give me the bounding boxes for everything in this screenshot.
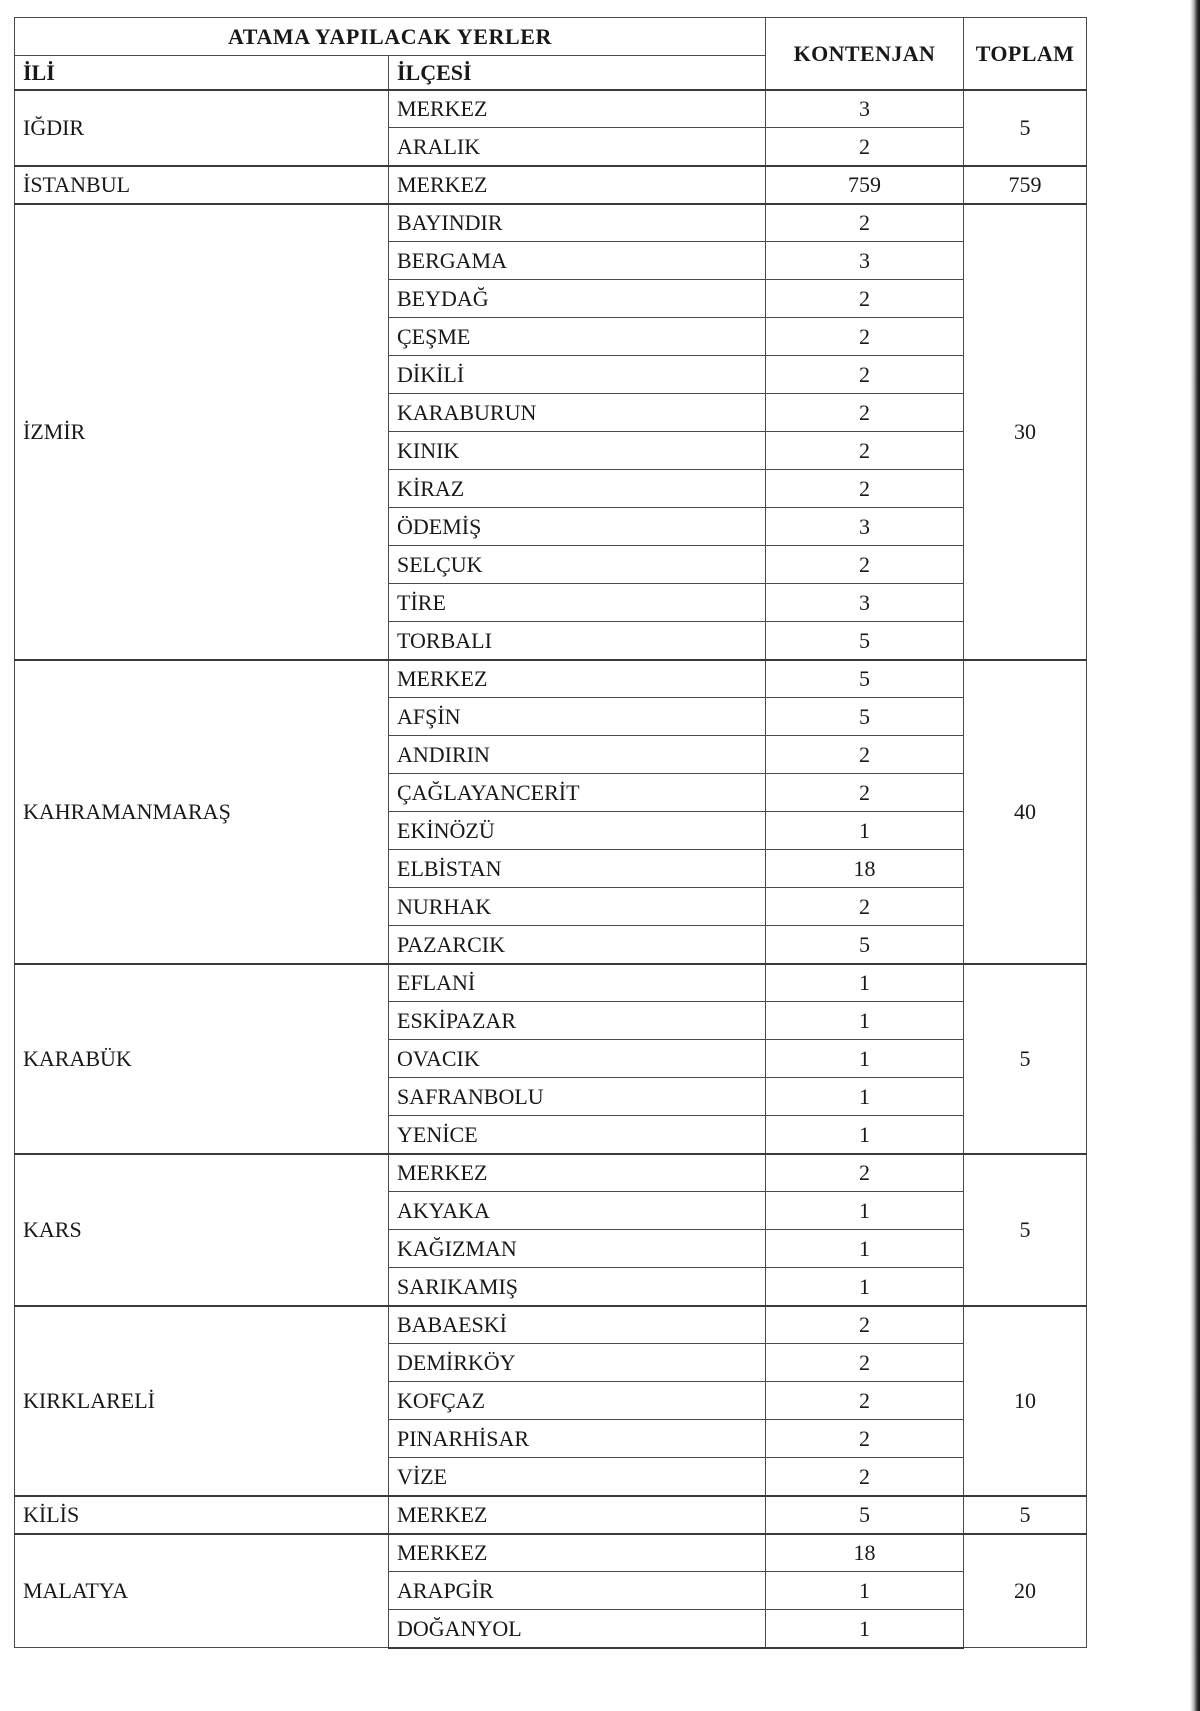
district-name-cell: KARABURUN bbox=[389, 394, 766, 432]
province-name-cell: MALATYA bbox=[15, 1534, 389, 1648]
kontenjan-value-cell: 2 bbox=[766, 1306, 964, 1344]
district-name-cell: BEYDAĞ bbox=[389, 280, 766, 318]
district-name-cell: DEMİRKÖY bbox=[389, 1344, 766, 1382]
district-name-cell: SARIKAMIŞ bbox=[389, 1268, 766, 1306]
kontenjan-value-cell: 2 bbox=[766, 1458, 964, 1496]
kontenjan-value-cell: 2 bbox=[766, 888, 964, 926]
district-name-cell: NURHAK bbox=[389, 888, 766, 926]
kontenjan-value-cell: 2 bbox=[766, 1154, 964, 1192]
header-atama-yapilacak-yerler: ATAMA YAPILACAK YERLER bbox=[15, 18, 766, 56]
kontenjan-value-cell: 2 bbox=[766, 204, 964, 242]
district-name-cell: MERKEZ bbox=[389, 1534, 766, 1572]
table-row bbox=[15, 1306, 1087, 1344]
kontenjan-value-cell: 1 bbox=[766, 812, 964, 850]
kontenjan-value-cell: 2 bbox=[766, 546, 964, 584]
district-name-cell: ARAPGİR bbox=[389, 1572, 766, 1610]
kontenjan-value-cell: 2 bbox=[766, 470, 964, 508]
district-name-cell: SAFRANBOLU bbox=[389, 1078, 766, 1116]
district-name-cell: BERGAMA bbox=[389, 242, 766, 280]
header-row-group bbox=[15, 18, 1087, 56]
kontenjan-value-cell: 1 bbox=[766, 1078, 964, 1116]
kontenjan-value-cell: 5 bbox=[766, 1496, 964, 1534]
kontenjan-value-cell: 1 bbox=[766, 1116, 964, 1154]
district-name-cell: PAZARCIK bbox=[389, 926, 766, 964]
kontenjan-value-cell: 1 bbox=[766, 1610, 964, 1648]
table-row bbox=[15, 1496, 1087, 1534]
kontenjan-value-cell: 18 bbox=[766, 850, 964, 888]
header-toplam: TOPLAM bbox=[964, 18, 1087, 90]
toplam-value-cell: 30 bbox=[964, 204, 1087, 660]
kontenjan-value-cell: 2 bbox=[766, 1420, 964, 1458]
kontenjan-value-cell: 5 bbox=[766, 926, 964, 964]
kontenjan-value-cell: 2 bbox=[766, 432, 964, 470]
table-row bbox=[15, 90, 1087, 128]
district-name-cell: SELÇUK bbox=[389, 546, 766, 584]
kontenjan-value-cell: 5 bbox=[766, 698, 964, 736]
province-name-cell: KIRKLARELİ bbox=[15, 1306, 389, 1496]
district-name-cell: KOFÇAZ bbox=[389, 1382, 766, 1420]
toplam-value-cell: 5 bbox=[964, 1496, 1087, 1534]
toplam-value-cell: 10 bbox=[964, 1306, 1087, 1496]
table-row bbox=[15, 204, 1087, 242]
kontenjan-value-cell: 2 bbox=[766, 1344, 964, 1382]
district-name-cell: MERKEZ bbox=[389, 166, 766, 204]
kontenjan-value-cell: 1 bbox=[766, 1268, 964, 1306]
header-kontenjan: KONTENJAN bbox=[766, 18, 964, 90]
kontenjan-value-cell: 759 bbox=[766, 166, 964, 204]
province-name-cell: KARABÜK bbox=[15, 964, 389, 1154]
district-name-cell: ÇAĞLAYANCERİT bbox=[389, 774, 766, 812]
district-name-cell: YENİCE bbox=[389, 1116, 766, 1154]
table-body bbox=[15, 90, 1087, 1648]
kontenjan-value-cell: 1 bbox=[766, 1572, 964, 1610]
table-row bbox=[15, 964, 1087, 1002]
district-name-cell: VİZE bbox=[389, 1458, 766, 1496]
district-name-cell: MERKEZ bbox=[389, 90, 766, 128]
kontenjan-value-cell: 1 bbox=[766, 1230, 964, 1268]
table-row bbox=[15, 1154, 1087, 1192]
kontenjan-value-cell: 1 bbox=[766, 1040, 964, 1078]
kontenjan-value-cell: 2 bbox=[766, 128, 964, 166]
kontenjan-value-cell: 3 bbox=[766, 584, 964, 622]
district-name-cell: ÇEŞME bbox=[389, 318, 766, 356]
toplam-value-cell: 5 bbox=[964, 964, 1087, 1154]
district-name-cell: ÖDEMİŞ bbox=[389, 508, 766, 546]
district-name-cell: KİRAZ bbox=[389, 470, 766, 508]
district-name-cell: MERKEZ bbox=[389, 1496, 766, 1534]
table-head bbox=[15, 18, 1087, 90]
district-name-cell: KINIK bbox=[389, 432, 766, 470]
kontenjan-value-cell: 5 bbox=[766, 622, 964, 660]
kontenjan-value-cell: 3 bbox=[766, 508, 964, 546]
kontenjan-value-cell: 18 bbox=[766, 1534, 964, 1572]
quota-table-sheet bbox=[14, 17, 1086, 1649]
district-name-cell: KAĞIZMAN bbox=[389, 1230, 766, 1268]
district-name-cell: TORBALI bbox=[389, 622, 766, 660]
district-name-cell: PINARHİSAR bbox=[389, 1420, 766, 1458]
toplam-value-cell: 5 bbox=[964, 1154, 1087, 1306]
toplam-value-cell: 759 bbox=[964, 166, 1087, 204]
toplam-value-cell: 40 bbox=[964, 660, 1087, 964]
province-name-cell: İSTANBUL bbox=[15, 166, 389, 204]
table-row bbox=[15, 660, 1087, 698]
kontenjan-value-cell: 1 bbox=[766, 1002, 964, 1040]
district-name-cell: ANDIRIN bbox=[389, 736, 766, 774]
kontenjan-value-cell: 1 bbox=[766, 964, 964, 1002]
toplam-value-cell: 20 bbox=[964, 1534, 1087, 1648]
province-name-cell: IĞDIR bbox=[15, 90, 389, 166]
district-name-cell: ELBİSTAN bbox=[389, 850, 766, 888]
district-name-cell: DİKİLİ bbox=[389, 356, 766, 394]
district-name-cell: EFLANİ bbox=[389, 964, 766, 1002]
kontenjan-value-cell: 2 bbox=[766, 1382, 964, 1420]
district-name-cell: BAYINDIR bbox=[389, 204, 766, 242]
kontenjan-value-cell: 1 bbox=[766, 1192, 964, 1230]
page-edge-shadow bbox=[1190, 0, 1200, 1711]
district-name-cell: DOĞANYOL bbox=[389, 1610, 766, 1648]
toplam-value-cell: 5 bbox=[964, 90, 1087, 166]
district-name-cell: ARALIK bbox=[389, 128, 766, 166]
kontenjan-value-cell: 5 bbox=[766, 660, 964, 698]
header-ilcesi: İLÇESİ bbox=[389, 56, 766, 90]
header-ili: İLİ bbox=[15, 56, 389, 90]
district-name-cell: TİRE bbox=[389, 584, 766, 622]
kontenjan-value-cell: 2 bbox=[766, 356, 964, 394]
district-name-cell: AFŞİN bbox=[389, 698, 766, 736]
district-name-cell: MERKEZ bbox=[389, 660, 766, 698]
kontenjan-value-cell: 2 bbox=[766, 394, 964, 432]
kontenjan-value-cell: 2 bbox=[766, 774, 964, 812]
province-name-cell: KİLİS bbox=[15, 1496, 389, 1534]
kontenjan-value-cell: 2 bbox=[766, 736, 964, 774]
district-name-cell: ESKİPAZAR bbox=[389, 1002, 766, 1040]
kontenjan-value-cell: 2 bbox=[766, 280, 964, 318]
kontenjan-value-cell: 3 bbox=[766, 90, 964, 128]
province-name-cell: KARS bbox=[15, 1154, 389, 1306]
province-name-cell: İZMİR bbox=[15, 204, 389, 660]
appointment-quota-table bbox=[14, 17, 1087, 1649]
kontenjan-value-cell: 3 bbox=[766, 242, 964, 280]
district-name-cell: OVACIK bbox=[389, 1040, 766, 1078]
kontenjan-value-cell: 2 bbox=[766, 318, 964, 356]
district-name-cell: AKYAKA bbox=[389, 1192, 766, 1230]
district-name-cell: EKİNÖZÜ bbox=[389, 812, 766, 850]
province-name-cell: KAHRAMANMARAŞ bbox=[15, 660, 389, 964]
district-name-cell: MERKEZ bbox=[389, 1154, 766, 1192]
table-row bbox=[15, 1534, 1087, 1572]
district-name-cell: BABAESKİ bbox=[389, 1306, 766, 1344]
table-row bbox=[15, 166, 1087, 204]
